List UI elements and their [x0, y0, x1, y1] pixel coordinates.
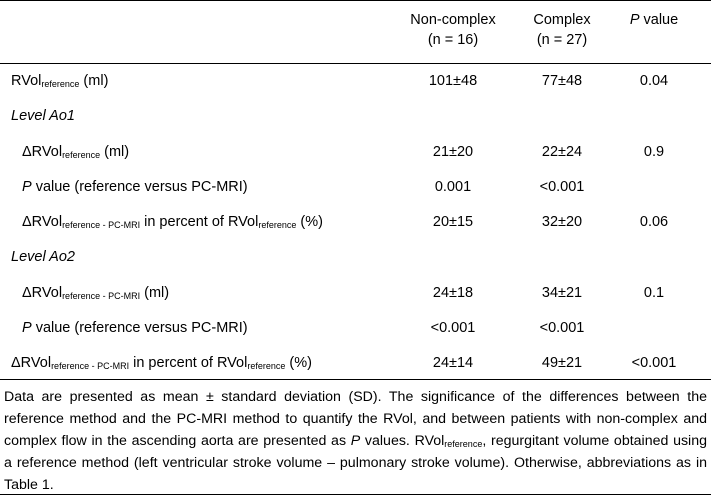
cell-value: 24±18 [432, 285, 474, 301]
row-label-percent-ao1: ΔRVol$_{reference - PC-MRI}$ in percent of RVol$_{reference}$ (%) [22, 214, 323, 230]
cell-value: 0.001 [434, 179, 472, 195]
row-label-delta-rvol-ao2: ΔRVol$_{reference - PC-MRI}$ (ml) [22, 285, 170, 301]
section-label-level-ao2: Level Ao2 [11, 249, 75, 265]
cell-value: <0.001 [430, 320, 476, 336]
cell-value: <0.001 [539, 320, 585, 336]
header-complex: Complex (n = 27) [533, 12, 591, 48]
row-label-percent-ao2: ΔRVol$_{reference - PC-MRI}$ in percent of RVol$_{reference}$ (%) [11, 355, 312, 371]
cell-p-value: 0.06 [639, 214, 669, 230]
cell-p-value: 0.9 [643, 144, 665, 160]
section-label-level-ao1: Level Ao1 [11, 108, 75, 124]
header-rule [0, 63, 711, 64]
cell-p-value: 0.04 [639, 73, 669, 89]
cell-value: 21±20 [432, 144, 474, 160]
cell-p-value: <0.001 [631, 355, 677, 371]
cell-value: 22±24 [541, 144, 583, 160]
cell-value: 20±15 [432, 214, 474, 230]
cell-p-value: 0.1 [643, 285, 665, 301]
cell-value: 34±21 [541, 285, 583, 301]
row-label-rvol-reference: RVol$_{reference}$ (ml) [11, 73, 109, 89]
cell-value: 24±14 [432, 355, 474, 371]
cell-value: <0.001 [539, 179, 585, 195]
row-label-p-value-ao2: P value (reference versus PC-MRI) [22, 320, 248, 336]
header-non-complex: Non-complex (n = 16) [410, 12, 496, 48]
row-label-p-value-ao1: P value (reference versus PC-MRI) [22, 179, 248, 195]
bottom-rule [0, 379, 711, 380]
table-footnote: Data are presented as mean ± standard deviation (SD). The significance of the differences between the reference method and the PC-MRI method to quantify the RVol, and between patients with non-complex and complex flow in the ascending aorta are presented as P values. RVol$_{reference}$, regurgitant volume obtained using a reference method (left ventricular stroke volume – pulmonary stroke volume). Otherwise, abbreviations as in Table 1. [4, 389, 707, 493]
top-rule [0, 0, 711, 1]
cell-value: 49±21 [541, 355, 583, 371]
row-label-delta-rvol-reference: ΔRVol$_{reference}$ (ml) [22, 144, 130, 160]
cell-value: 101±48 [428, 73, 478, 89]
header-p-value: P value [629, 12, 679, 28]
cell-value: 77±48 [541, 73, 583, 89]
cell-value: 32±20 [541, 214, 583, 230]
